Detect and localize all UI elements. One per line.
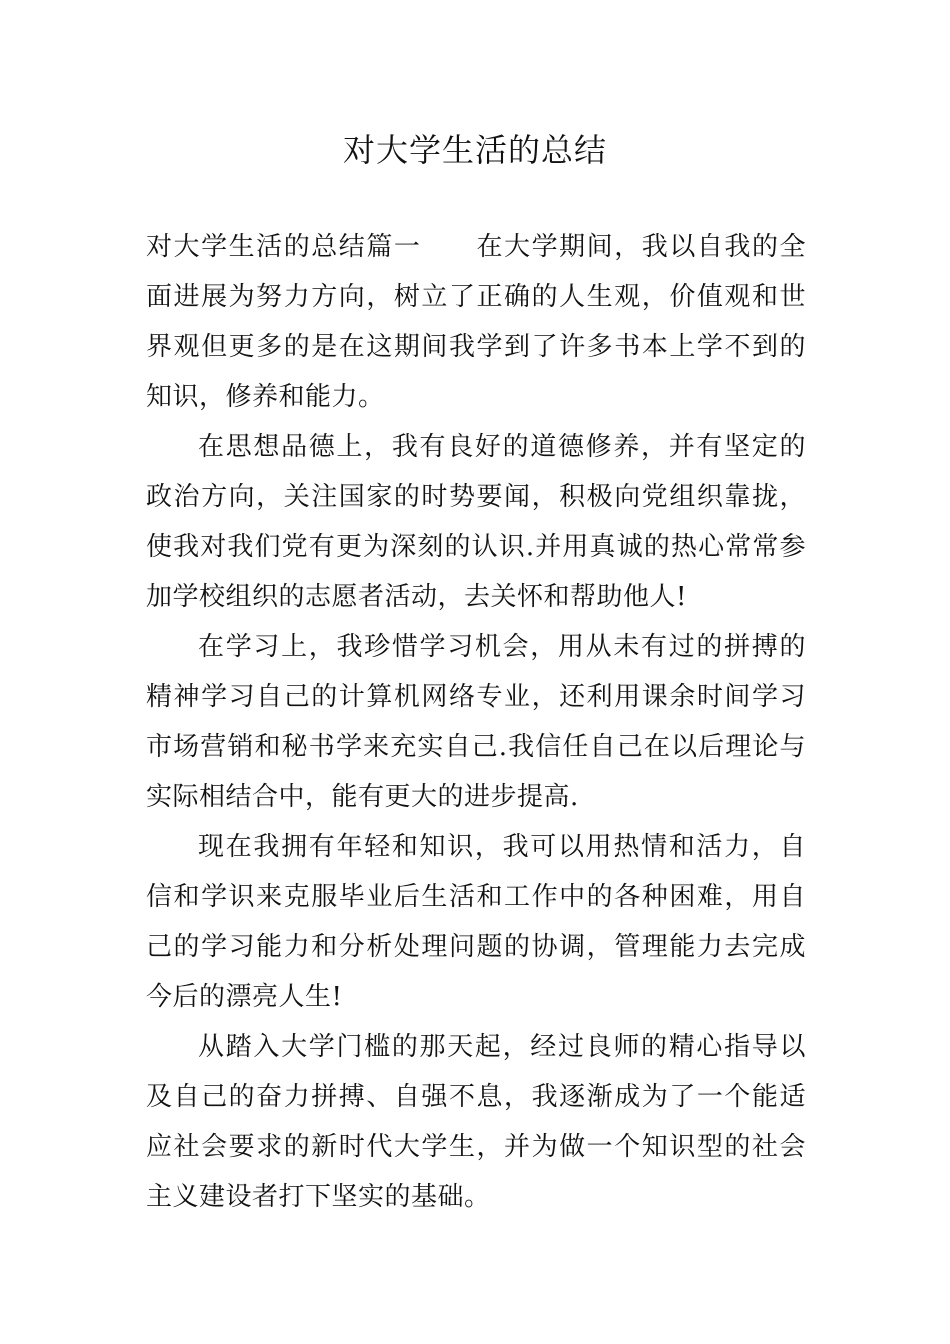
paragraph-2: 在思想品德上，我有良好的道德修养，并有坚定的政治方向，关注国家的时势要闻，积极向党组织靠拢，使我对我们党有更为深刻的认识.并用真诚的热心常常参加学校组织的志愿者活动，去关怀和帮助他人!: [146, 432, 806, 612]
paragraph-4: 现在我拥有年轻和知识，我可以用热情和活力，自信和学识来克服毕业后生活和工作中的各种困难，用自己的学习能力和分析处理问题的协调，管理能力去完成今后的漂亮人生!: [146, 832, 806, 1012]
document-title: 对大学生活的总结: [342, 131, 607, 169]
paragraph-1: 对大学生活的总结篇一 在大学期间，我以自我的全面进展为努力方向，树立了正确的人生观，价值观和世界观但更多的是在这期间我学到了许多书本上学不到的知识，修养和能力。: [146, 232, 806, 412]
paragraph-5: 从踏入大学门槛的那天起，经过良师的精心指导以及自己的奋力拼搏、自强不息，我逐渐成为了一个能适应社会要求的新时代大学生，并为做一个知识型的社会主义建设者打下坚实的基础。: [146, 1032, 806, 1212]
paragraph-3: 在学习上，我珍惜学习机会，用从未有过的拼搏的精神学习自己的计算机网络专业，还利用课余时间学习市场营销和秘书学来充实自己.我信任自己在以后理论与实际相结合中，能有更大的进步提高.: [146, 632, 806, 812]
document-body: [146, 222, 806, 1222]
